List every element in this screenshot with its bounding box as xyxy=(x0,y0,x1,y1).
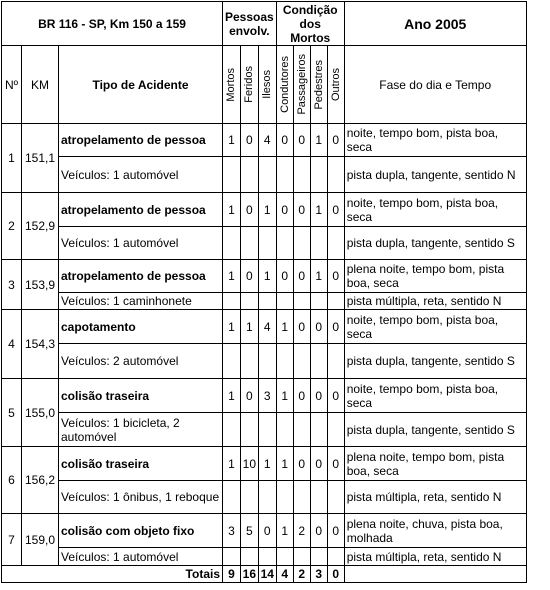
outros-value: 0 xyxy=(327,193,344,227)
total-ilesos: 14 xyxy=(258,566,276,583)
accident-row xyxy=(2,260,527,293)
day-phase-weather: plena noite, tempo bom, pista boa, seca xyxy=(344,447,526,481)
pedestres-value: 0 xyxy=(310,379,327,413)
accident-km: 156,2 xyxy=(22,447,59,514)
passageiros-value: 0 xyxy=(293,193,310,227)
vehicles-text: Veículos: 1 automóvel xyxy=(59,227,223,260)
total-mortos: 9 xyxy=(223,566,241,583)
outros-value: 0 xyxy=(327,310,344,344)
pedestres-value: 0 xyxy=(310,447,327,481)
ilesos-value: 1 xyxy=(258,447,276,481)
total-condutores: 4 xyxy=(276,566,293,583)
total-outros: 0 xyxy=(327,566,344,583)
accident-type: colisão traseira xyxy=(59,447,223,481)
accident-row xyxy=(2,379,527,413)
total-passageiros: 2 xyxy=(293,566,310,583)
passageiros-value: 0 xyxy=(293,124,310,157)
totals-label: Totais xyxy=(2,566,223,583)
accident-number: 5 xyxy=(2,379,22,447)
accident-row xyxy=(2,514,527,548)
col-header-km: KM xyxy=(22,46,59,124)
passageiros-value: 0 xyxy=(293,379,310,413)
header-row-top xyxy=(2,2,527,46)
accident-number: 4 xyxy=(2,310,22,379)
feridos-value: 0 xyxy=(240,193,258,227)
road-description: pista dupla, tangente, sentido S xyxy=(344,413,526,447)
feridos-value: 0 xyxy=(240,379,258,413)
total-pedestres: 3 xyxy=(310,566,327,583)
feridos-value: 5 xyxy=(240,514,258,548)
road-description: pista múltipla, reta, sentido N xyxy=(344,548,526,566)
outros-value: 0 xyxy=(327,379,344,413)
accident-number: 3 xyxy=(2,260,22,310)
day-phase-weather: noite, tempo bom, pista boa, seca xyxy=(344,310,526,344)
accident-type: capotamento xyxy=(59,310,223,344)
accident-type: colisão com objeto fixo xyxy=(59,514,223,548)
accident-row xyxy=(2,193,527,227)
year-header: Ano 2005 xyxy=(344,2,526,46)
vehicle-row xyxy=(2,344,527,379)
ilesos-value: 1 xyxy=(258,193,276,227)
ilesos-value: 3 xyxy=(258,379,276,413)
col-header-phase: Fase do dia e Tempo xyxy=(344,46,526,124)
vehicle-row xyxy=(2,227,527,260)
condutores-value: 1 xyxy=(276,514,293,548)
vehicle-row xyxy=(2,548,527,566)
col-header-passageiros: Passageiros xyxy=(295,54,308,115)
accident-km: 152,9 xyxy=(22,193,59,260)
day-phase-weather: noite, tempo bom, pista boa, seca xyxy=(344,379,526,413)
vehicles-text: Veículos: 2 automóvel xyxy=(59,344,223,379)
condutores-value: 0 xyxy=(276,193,293,227)
vehicles-text: Veículos: 1 automóvel xyxy=(59,157,223,193)
accident-row xyxy=(2,447,527,481)
col-header-condutores: Condutores xyxy=(278,56,291,113)
ilesos-value: 1 xyxy=(258,260,276,293)
mortos-value: 1 xyxy=(223,124,241,157)
outros-value: 0 xyxy=(327,514,344,548)
vehicle-row xyxy=(2,293,527,310)
condutores-value: 1 xyxy=(276,310,293,344)
accident-type: atropelamento de pessoa xyxy=(59,124,223,157)
accident-row xyxy=(2,310,527,344)
accident-table xyxy=(1,1,527,583)
col-header-outros: Outros xyxy=(329,67,342,101)
day-phase-weather: plena noite, chuva, pista boa, molhada xyxy=(344,514,526,548)
accident-number: 7 xyxy=(2,514,22,566)
passageiros-value: 0 xyxy=(293,260,310,293)
accident-number: 6 xyxy=(2,447,22,514)
vehicle-row xyxy=(2,413,527,447)
feridos-value: 1 xyxy=(240,310,258,344)
vehicles-text: Veículos: 1 automóvel xyxy=(59,548,223,566)
accident-type: atropelamento de pessoa xyxy=(59,260,223,293)
col-header-feridos: Feridos xyxy=(243,66,256,103)
outros-value: 0 xyxy=(327,124,344,157)
passageiros-value: 0 xyxy=(293,447,310,481)
passageiros-value: 0 xyxy=(293,310,310,344)
ilesos-value: 4 xyxy=(258,124,276,157)
day-phase-weather: noite, tempo bom, pista boa, seca xyxy=(344,124,526,157)
accident-type: colisão traseira xyxy=(59,379,223,413)
accident-km: 155,0 xyxy=(22,379,59,447)
accident-km: 151,1 xyxy=(22,124,59,193)
road-description: pista dupla, tangente, sentido S xyxy=(344,227,526,260)
mortos-value: 1 xyxy=(223,260,241,293)
accident-type: atropelamento de pessoa xyxy=(59,193,223,227)
pedestres-value: 1 xyxy=(310,124,327,157)
accident-row xyxy=(2,124,527,157)
col-header-ilesos: Ilesos xyxy=(261,70,274,99)
outros-value: 0 xyxy=(327,447,344,481)
outros-value: 0 xyxy=(327,260,344,293)
vehicles-text: Veículos: 1 ônibus, 1 reboque xyxy=(59,481,223,514)
col-header-mortos: Mortos xyxy=(225,67,238,102)
pedestres-value: 1 xyxy=(310,260,327,293)
feridos-value: 10 xyxy=(240,447,258,481)
road-description: pista dupla, tangente, sentido N xyxy=(344,157,526,193)
vehicles-text: Veículos: 1 bicicleta, 2 automóvel xyxy=(59,413,223,447)
accident-km: 159,0 xyxy=(22,514,59,566)
col-header-type: Tipo de Acidente xyxy=(59,46,223,124)
totals-row xyxy=(2,566,527,583)
ilesos-value: 0 xyxy=(258,514,276,548)
mortos-value: 1 xyxy=(223,379,241,413)
col-header-pedestres: Pedestres xyxy=(312,59,325,110)
accident-km: 154,3 xyxy=(22,310,59,379)
day-phase-weather: plena noite, tempo bom, pista boa, seca xyxy=(344,260,526,293)
ilesos-value: 4 xyxy=(258,310,276,344)
condutores-value: 0 xyxy=(276,124,293,157)
vehicles-text: Veículos: 1 caminhonete xyxy=(59,293,223,310)
vehicle-row xyxy=(2,157,527,193)
total-feridos: 16 xyxy=(240,566,258,583)
people-group-header: Pessoas envolv. xyxy=(223,2,277,46)
pedestres-value: 0 xyxy=(310,514,327,548)
condutores-value: 0 xyxy=(276,260,293,293)
road-description: pista dupla, tangente, sentido S xyxy=(344,344,526,379)
condutores-value: 1 xyxy=(276,379,293,413)
condition-group-header: Condição dos Mortos xyxy=(276,2,344,46)
mortos-value: 1 xyxy=(223,193,241,227)
day-phase-weather: noite, tempo bom, pista boa, seca xyxy=(344,193,526,227)
mortos-value: 1 xyxy=(223,310,241,344)
vehicle-row xyxy=(2,481,527,514)
accident-number: 1 xyxy=(2,124,22,193)
col-header-n: Nº xyxy=(2,46,22,124)
pedestres-value: 1 xyxy=(310,193,327,227)
accident-km: 153,9 xyxy=(22,260,59,310)
road-description: pista múltipla, reta, sentido N xyxy=(344,481,526,514)
mortos-value: 1 xyxy=(223,447,241,481)
feridos-value: 0 xyxy=(240,124,258,157)
road-title: BR 116 - SP, Km 150 a 159 xyxy=(2,2,223,46)
condutores-value: 1 xyxy=(276,447,293,481)
feridos-value: 0 xyxy=(240,260,258,293)
road-description: pista múltipla, reta, sentido N xyxy=(344,293,526,310)
accident-number: 2 xyxy=(2,193,22,260)
mortos-value: 3 xyxy=(223,514,241,548)
header-row-columns xyxy=(2,46,527,124)
passageiros-value: 2 xyxy=(293,514,310,548)
pedestres-value: 0 xyxy=(310,310,327,344)
